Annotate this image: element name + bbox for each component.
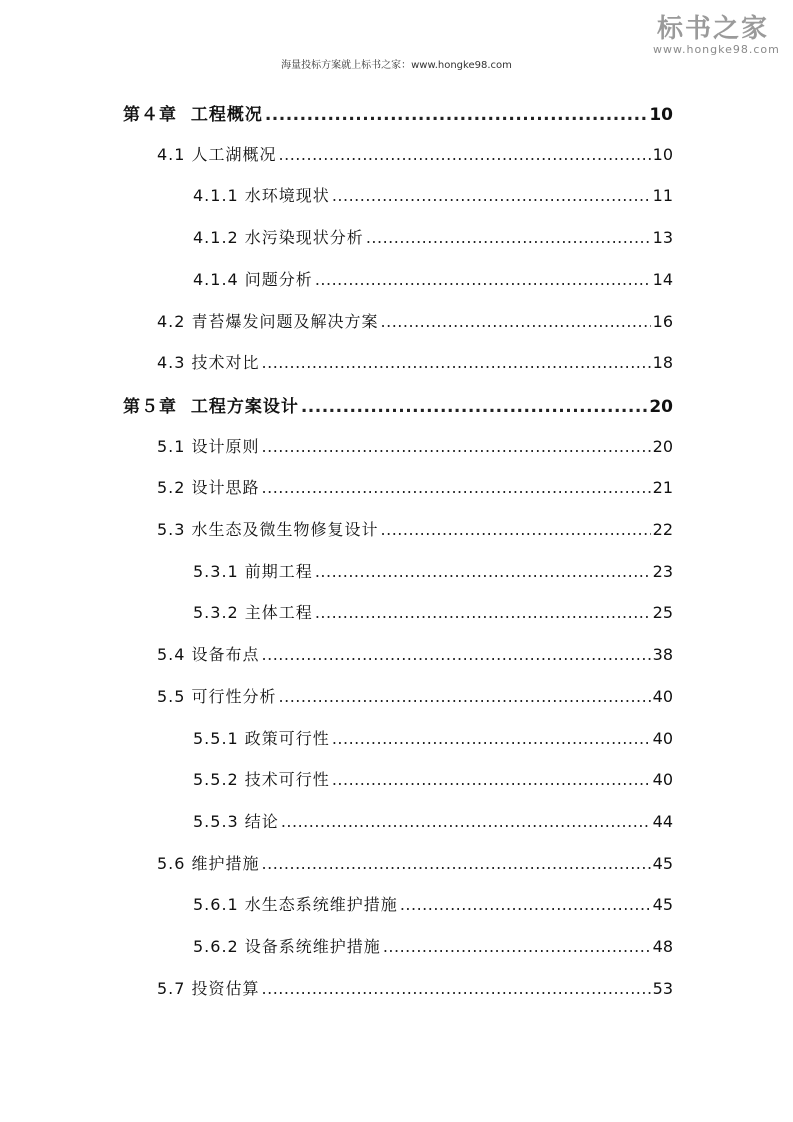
toc-page-number: 21 [652, 478, 673, 497]
toc-section-entry[interactable] [157, 976, 673, 999]
toc-entry-label: 5.5 可行性分析 [157, 687, 277, 706]
toc-entry-label: 第４章 工程概况 [123, 105, 263, 125]
logo-title: 标书之家 [656, 14, 769, 44]
toc-entry-label: 4.1.1 水环境现状 [193, 186, 330, 205]
toc-leader-dots [332, 770, 651, 789]
toc-section-entry[interactable] [157, 350, 673, 373]
toc-section-entry[interactable] [157, 309, 673, 332]
toc-leader-dots [383, 937, 651, 956]
toc-entry-label: 5.5.2 技术可行性 [193, 770, 330, 789]
toc-page-number: 45 [652, 895, 673, 914]
header-note: 海量投标方案就上标书之家：www.hongke98.com [281, 60, 512, 71]
toc-entry-label: 5.6.1 水生态系统维护措施 [193, 895, 398, 914]
toc-chapter-entry[interactable] [123, 392, 673, 417]
toc-leader-dots [315, 562, 651, 581]
toc-section-entry[interactable] [157, 517, 673, 540]
toc-section-entry[interactable] [157, 642, 673, 665]
toc-page-number: 20 [649, 397, 673, 417]
toc-entry-label: 5.4 设备布点 [157, 645, 260, 664]
toc-chapter-entry[interactable] [123, 100, 673, 125]
toc-section-entry[interactable] [193, 809, 673, 832]
toc-leader-dots [279, 687, 651, 706]
toc-page-number: 53 [652, 979, 673, 998]
toc-leader-dots [262, 478, 651, 497]
toc-page-number: 14 [652, 270, 673, 289]
toc-leader-dots [265, 105, 647, 125]
toc-leader-dots [281, 812, 651, 831]
toc-entry-label: 4.3 技术对比 [157, 353, 260, 372]
site-logo [653, 14, 780, 56]
toc-leader-dots [262, 854, 651, 873]
toc-section-entry[interactable] [193, 183, 673, 206]
toc-section-entry[interactable] [193, 559, 673, 582]
toc-section-entry[interactable] [157, 142, 673, 165]
logo-url: www.hongke98.com [653, 43, 780, 56]
toc-leader-dots [381, 312, 651, 331]
toc-section-entry[interactable] [193, 726, 673, 749]
toc-section-entry[interactable] [193, 225, 673, 248]
toc-leader-dots [279, 145, 651, 164]
toc-entry-label: 4.2 青苔爆发问题及解决方案 [157, 312, 379, 331]
toc-section-entry[interactable] [193, 767, 673, 790]
toc-entry-label: 5.3.1 前期工程 [193, 562, 313, 581]
toc-section-entry[interactable] [157, 851, 673, 874]
toc-leader-dots [381, 520, 651, 539]
toc-leader-dots [262, 437, 651, 456]
toc-page-number: 40 [652, 729, 673, 748]
toc-page-number: 10 [649, 105, 673, 125]
toc-page-number: 48 [652, 937, 673, 956]
toc-entry-label: 5.5.3 结论 [193, 812, 279, 831]
toc-section-entry[interactable] [157, 434, 673, 457]
toc-leader-dots [262, 353, 651, 372]
toc-leader-dots [315, 603, 651, 622]
toc-entry-label: 4.1.4 问题分析 [193, 270, 313, 289]
toc-entry-label: 5.7 投资估算 [157, 979, 260, 998]
toc-leader-dots [315, 270, 651, 289]
toc-leader-dots [366, 228, 651, 247]
toc-section-entry[interactable] [193, 892, 673, 915]
toc-entry-label: 第５章 工程方案设计 [123, 397, 299, 417]
toc-page-number: 13 [652, 228, 673, 247]
toc-section-entry[interactable] [193, 934, 673, 957]
toc-entry-label: 5.5.1 政策可行性 [193, 729, 330, 748]
toc-entry-label: 5.1 设计原则 [157, 437, 260, 456]
toc-entry-label: 5.3.2 主体工程 [193, 603, 313, 622]
toc-entry-label: 5.6 维护措施 [157, 854, 260, 873]
toc-leader-dots [400, 895, 651, 914]
toc-entry-label: 4.1.2 水污染现状分析 [193, 228, 364, 247]
toc-page-number: 45 [652, 854, 673, 873]
toc-page-number: 40 [652, 687, 673, 706]
toc-entry-label: 5.2 设计思路 [157, 478, 260, 497]
toc-leader-dots [262, 645, 651, 664]
toc-leader-dots [332, 729, 651, 748]
toc-page-number: 40 [652, 770, 673, 789]
toc-entry-label: 4.1 人工湖概况 [157, 145, 277, 164]
toc-entry-label: 5.3 水生态及微生物修复设计 [157, 520, 379, 539]
toc-page-number: 23 [652, 562, 673, 581]
toc-page-number: 11 [652, 186, 673, 205]
toc-leader-dots [301, 397, 647, 417]
toc-page-number: 10 [652, 145, 673, 164]
toc-section-entry[interactable] [157, 475, 673, 498]
toc-page-number: 38 [652, 645, 673, 664]
toc-section-entry[interactable] [193, 600, 673, 623]
toc-page-number: 44 [652, 812, 673, 831]
toc-page-number: 18 [652, 353, 673, 372]
toc-section-entry[interactable] [193, 267, 673, 290]
toc-leader-dots [332, 186, 651, 205]
toc-entry-label: 5.6.2 设备系统维护措施 [193, 937, 381, 956]
toc-section-entry[interactable] [157, 684, 673, 707]
toc-page-number: 20 [652, 437, 673, 456]
toc-leader-dots [262, 979, 651, 998]
toc-page-number: 25 [652, 603, 673, 622]
toc-page-number: 16 [652, 312, 673, 331]
toc-page-number: 22 [652, 520, 673, 539]
